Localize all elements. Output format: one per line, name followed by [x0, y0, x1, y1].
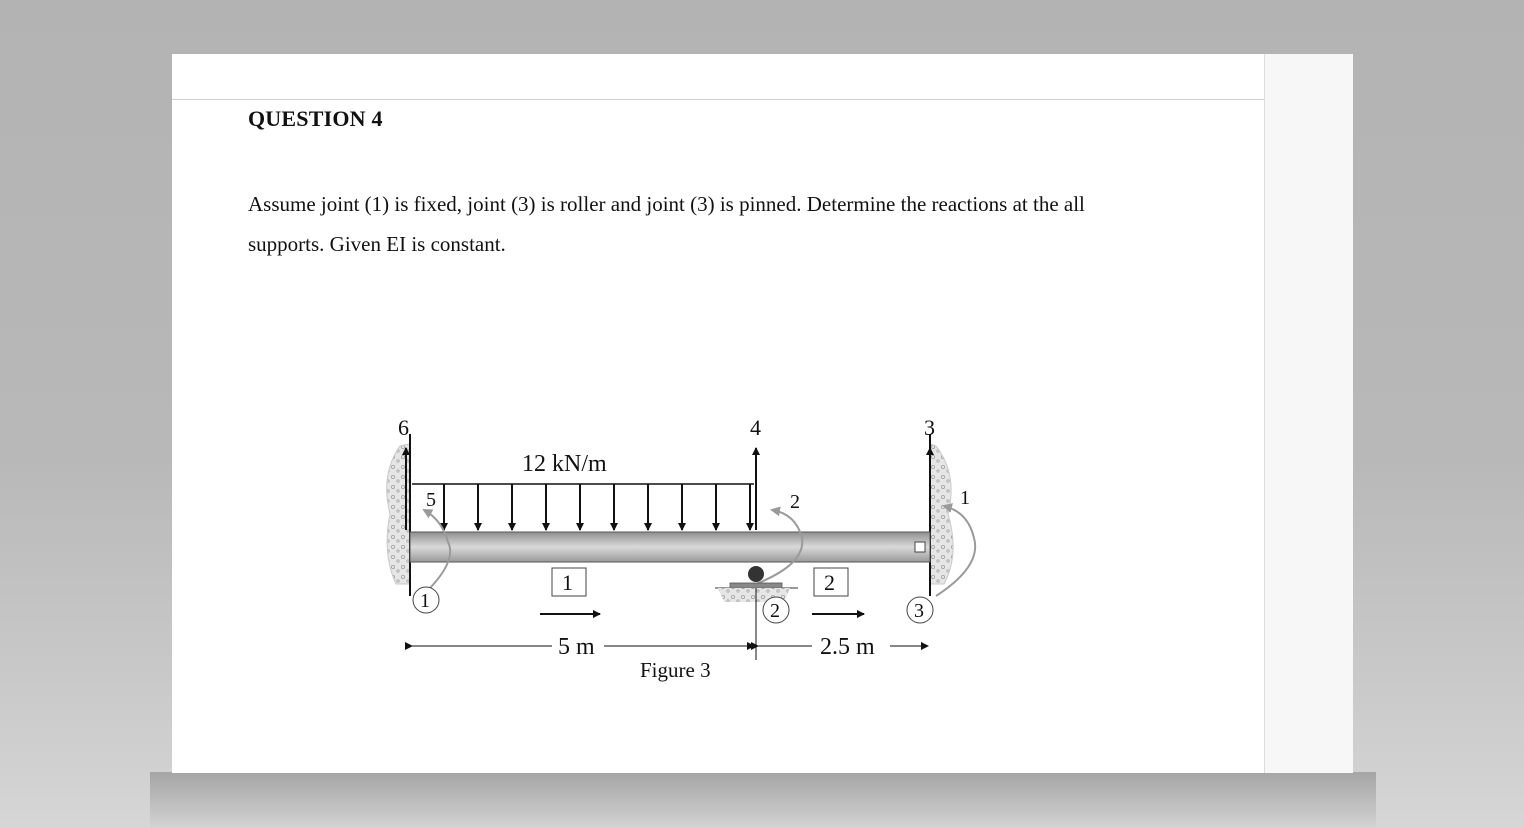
node-2-label: 2: [770, 600, 780, 622]
dof-2-label: 2: [790, 491, 800, 513]
node-1-label: 1: [420, 590, 430, 612]
element-1-label: 1: [562, 570, 573, 595]
roller-support: [748, 566, 764, 582]
document-page: [172, 54, 1264, 773]
span-1-label: 5 m: [558, 634, 595, 660]
question-text: Assume joint (1) is fixed, joint (3) is roller and joint (3) is pinned. Determine the reactions at the all supports. Given EI is constant.: [248, 192, 1085, 256]
page-shadow: [150, 772, 1376, 828]
right-wall-hatch: [930, 444, 953, 584]
question-title: QUESTION 4: [248, 106, 383, 131]
figure-caption: Figure 3: [640, 658, 711, 682]
dof-6-label: 6: [398, 415, 409, 440]
beam: [410, 532, 930, 562]
dof-3-label: 3: [924, 415, 935, 440]
dof-1-label: 1: [960, 487, 970, 509]
dof-4-label: 4: [750, 415, 761, 440]
right-side-panel: [1264, 54, 1353, 773]
element-2-label: 2: [824, 570, 835, 595]
header-divider: [172, 99, 1264, 100]
beam-end-node: [915, 542, 925, 552]
node-3-label: 3: [914, 600, 924, 622]
span-2-label: 2.5 m: [820, 634, 875, 660]
beam-diagram: [360, 334, 1020, 660]
load-label: 12 kN/m: [522, 451, 607, 477]
beam-figure: [360, 334, 1020, 660]
dof-5-label: 5: [426, 489, 436, 511]
